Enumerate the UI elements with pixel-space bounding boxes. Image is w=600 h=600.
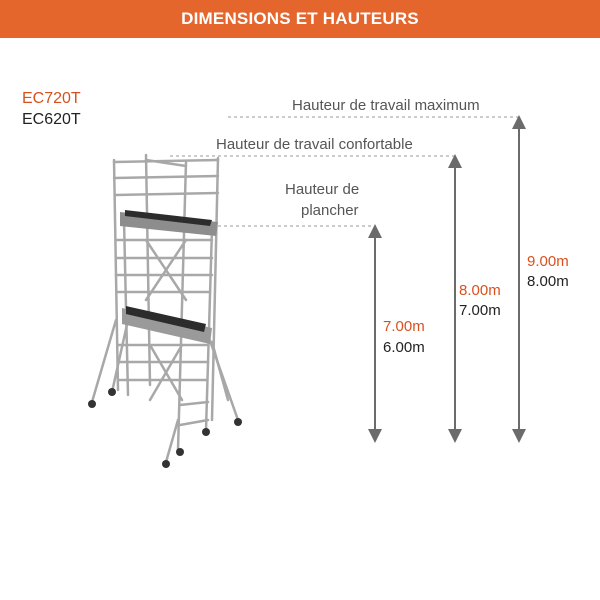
value-working-comfort-secondary: 7.00m <box>459 302 501 319</box>
value-floor-secondary: 6.00m <box>383 339 425 356</box>
scaffold-platforms <box>120 210 218 344</box>
label-working-max: Hauteur de travail maximum <box>292 97 480 114</box>
scaffold-illustration <box>92 155 238 462</box>
value-working-max-secondary: 8.00m <box>527 273 569 290</box>
model-primary: EC720T <box>22 90 81 107</box>
value-working-comfort-primary: 8.00m <box>459 282 501 299</box>
header-title: DIMENSIONS ET HAUTEURS <box>181 9 419 28</box>
label-floor-line1: Hauteur de <box>285 181 360 198</box>
value-working-max-primary: 9.00m <box>527 253 569 270</box>
dimension-arrows <box>375 122 519 436</box>
label-working-comfort: Hauteur de travail confortable <box>216 136 413 153</box>
scaffold-wheels <box>88 388 242 468</box>
model-secondary: EC620T <box>22 111 81 128</box>
value-floor-primary: 7.00m <box>383 318 425 335</box>
label-floor-line2: plancher <box>301 202 359 219</box>
